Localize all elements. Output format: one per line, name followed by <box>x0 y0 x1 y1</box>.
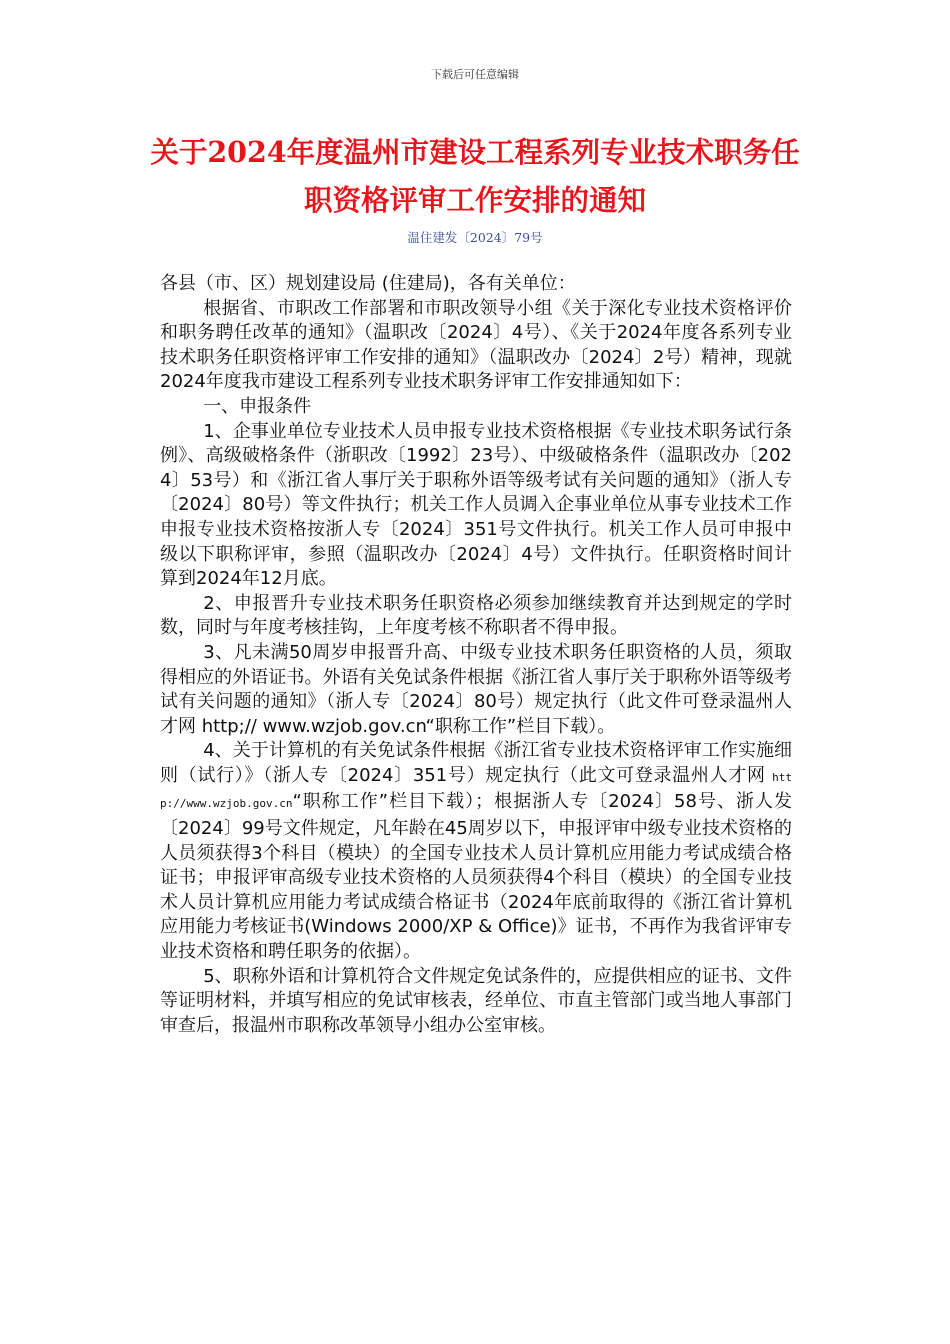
header-note: 下载后可任意编辑 <box>431 68 519 81</box>
item-4-text-a: 4、关于计算机的有关免试条件根据《浙江省专业技术资格评审工作实施细则（试行）》（浙人专〔2024〕351号）规定执行（此文可登录温州人才网 <box>160 740 792 786</box>
salutation: 各县（市、区）规划建设局 (住建局)，各有关单位： <box>160 273 576 294</box>
section-heading: 一、申报条件 <box>203 395 312 417</box>
document-title-line-2: 职资格评审工作安排的通知 <box>303 183 646 217</box>
item-5-paragraph: 5、职称外语和计算机符合文件规定免试条件的，应提供相应的证书、文件等证明材料，并填写相应的免试审核表，经单位、市直主管部门或当地人事部门审查后，报温州市职称改革领导小组办公室审核。 <box>160 965 792 1036</box>
item-2-paragraph: 2、申报晋升专业技术职务任职资格必须参加继续教育并达到规定的学时数，同时与年度考核挂钩，上年度考核不称职者不得申报。 <box>160 592 792 639</box>
intro-paragraph: 根据省、市职改工作部署和市职改领导小组《关于深化专业技术资格评价和职务聘任改革的通知》（温职改〔2024〕4号）、《关于2024年度各系列专业技术职务任职资格评审工作安排的通知》（温职改办〔2024〕2号）精神，现就2024年度我市建设工程系列专业技术职务评审工作安排通知如下： <box>160 297 792 393</box>
document-number: 温住建发〔2024〕79号 <box>407 230 543 245</box>
document-title-line-1: 关于2024年度温州市建设工程系列专业技术职务任 <box>150 135 800 169</box>
item-4-url: http://www.wzjob.gov.cn <box>160 770 792 811</box>
document-body <box>160 272 792 1038</box>
item-3-paragraph: 3、凡未满50周岁申报晋升高、中级专业技术职务任职资格的人员，须取得相应的外语证书。外语有关免试条件根据《浙江省人事厅关于职称外语等级考试有关问题的通知》（浙人专〔2024〕80号）规定执行（此文件可登录温州人才网 http;// www.wzjob.gov.cn“职称工作”栏目下载）。 <box>160 641 792 737</box>
item-1-paragraph: 1、企事业单位专业技术人员申报专业技术资格根据《专业技术职务试行条例》、高级破格条件（浙职改〔1992〕23号）、中级破格条件（温职改办〔2024〕53号）和《浙江省人事厅关于职称外语等级考试有关问题的通知》（浙人专〔2024〕80号）等文件执行；机关工作人员调入企事业单位从事专业技术工作申报专业技术资格按浙人专〔2024〕351号文件执行。机关工作人员可申报中级以下职称评审，参照（温职改办〔2024〕4号）文件执行。任职资格时间计算到2024年12月底。 <box>160 420 792 590</box>
item-4-paragraph <box>160 739 792 964</box>
item-4-text-b: “职称工作”栏目下载）；根据浙人专〔2024〕58号、浙人发〔2024〕99号文件规定，凡年龄在45周岁以下，申报评审中级专业技术资格的人员须获得3个科目（模块）的全国专业技术人员计算机应用能力考试成绩合格证书；申报评审高级专业技术资格的人员须获得4个科目（模块）的全国专业技术人员计算机应用能力考试成绩合格证书（2024年底前取得的《浙江省计算机应用能力考核证书(Windows 2000/XP & Office)》证书，不再作为我省评审专业技术资格和聘任职务的依据）。 <box>160 791 792 963</box>
